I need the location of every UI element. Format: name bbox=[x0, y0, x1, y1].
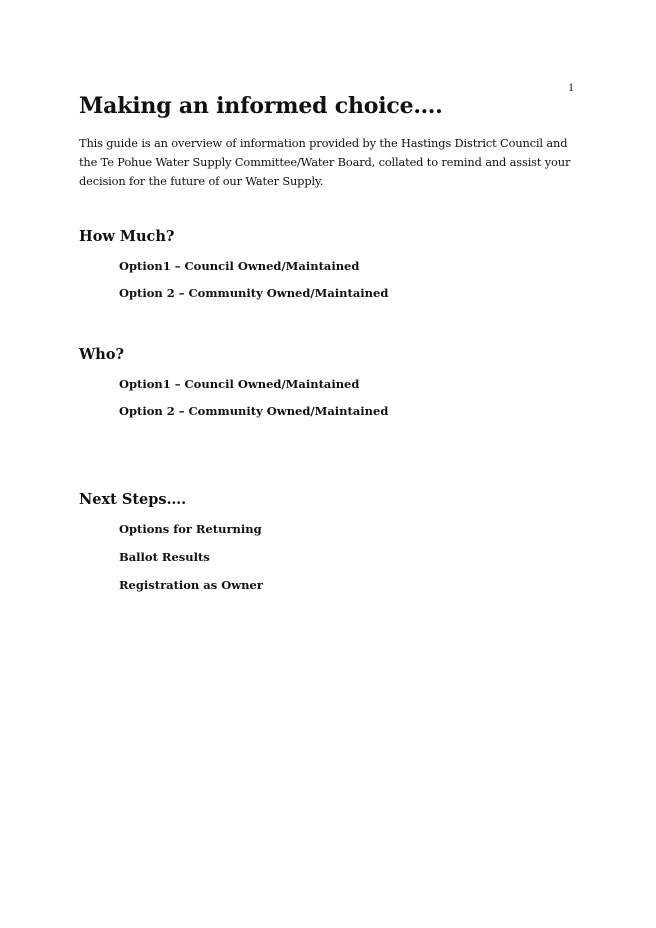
next-steps-options-for-returning: Options for Returning bbox=[119, 522, 262, 536]
section-heading-next-steps: Next Steps…. bbox=[79, 491, 187, 508]
how-much-option-1: Option1 – Council Owned/Maintained bbox=[119, 259, 360, 273]
section-heading-how-much: How Much? bbox=[79, 228, 175, 245]
how-much-option-2: Option 2 – Community Owned/Maintained bbox=[119, 286, 389, 300]
who-option-2: Option 2 – Community Owned/Maintained bbox=[119, 404, 389, 418]
page-number: 1 bbox=[568, 80, 574, 94]
next-steps-registration-as-owner: Registration as Owner bbox=[119, 578, 263, 592]
document-title: Making an informed choice…. bbox=[79, 93, 443, 119]
who-option-1: Option1 – Council Owned/Maintained bbox=[119, 377, 360, 391]
intro-paragraph: This guide is an overview of information provided by the Hastings District Council and the Te Pohue Water Supply Committee/Water Board, collated to remind and assist your decision for the future of our Water Supply. bbox=[79, 136, 571, 188]
next-steps-ballot-results: Ballot Results bbox=[119, 550, 210, 564]
section-heading-who: Who? bbox=[79, 346, 124, 363]
